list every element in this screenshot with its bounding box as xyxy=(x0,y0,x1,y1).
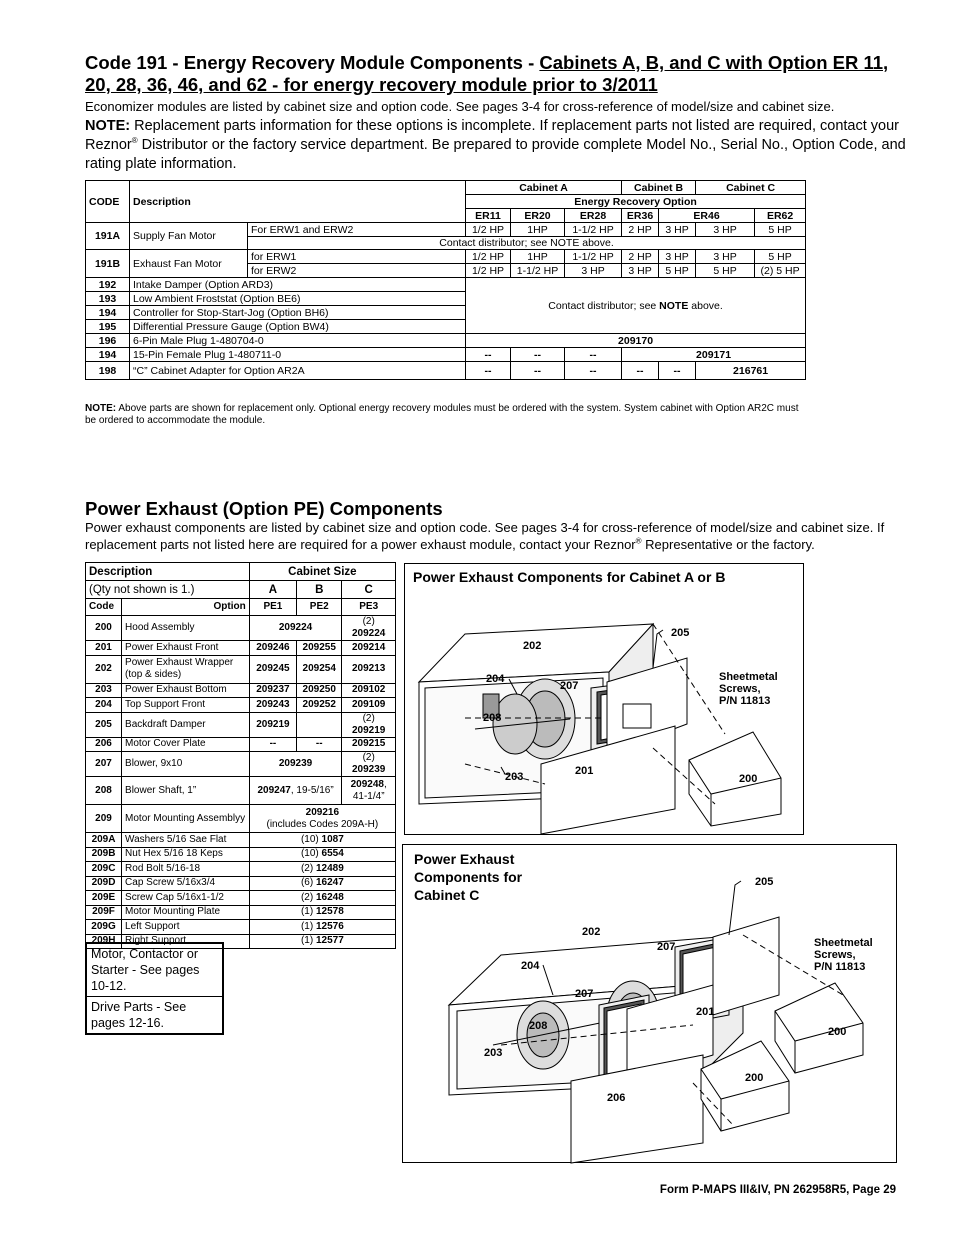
header-qty-note: (Qty not shown is 1.) xyxy=(86,581,250,599)
desc-cell: Differential Pressure Gauge (Option BW4) xyxy=(130,320,466,334)
label-208: 208 xyxy=(483,712,502,724)
value-cell: -- xyxy=(659,362,696,380)
table-row xyxy=(86,862,396,877)
header-option: ER36 xyxy=(622,209,659,223)
desc-cell: Cap Screw 5/16x3/4 xyxy=(122,876,250,891)
header-option: ER20 xyxy=(511,209,565,223)
header-description: Description xyxy=(86,563,250,581)
part-number xyxy=(249,905,395,920)
desc-cell: Top Support Front xyxy=(122,698,250,713)
part-number-value: 12578 xyxy=(315,906,344,918)
part-number: 209109 xyxy=(342,698,396,713)
part-number: 209254 xyxy=(297,655,342,683)
part-number: 209239 xyxy=(249,752,342,777)
desc-cell: Hood Assembly xyxy=(122,616,250,641)
table-row xyxy=(86,334,806,348)
part-number xyxy=(249,934,395,949)
qty: (1) xyxy=(300,906,316,918)
desc-cell: Motor Mounting Assemblyy xyxy=(122,805,250,833)
part-number-value: 16248 xyxy=(315,891,344,903)
table-header-row xyxy=(86,581,396,599)
part-number: 209245 xyxy=(249,655,296,683)
desc-cell: Low Ambient Froststat (Option BE6) xyxy=(130,292,466,306)
part-number: 209250 xyxy=(297,683,342,698)
table-row xyxy=(86,833,396,848)
value-cell: 5 HP xyxy=(755,223,806,237)
label-screws: Sheetmetal xyxy=(719,671,778,683)
value-cell: 1-1/2 HP xyxy=(511,264,565,278)
value-cell: -- xyxy=(565,348,622,362)
header-cabinet-b: Cabinet B xyxy=(622,181,696,195)
shaft-length: , 41-1/4” xyxy=(352,778,387,802)
part-number-value: 209224 xyxy=(352,628,386,639)
desc-cell: Rod Bolt 5/16-18 xyxy=(122,862,250,877)
desc-cell: “C” Cabinet Adapter for Option AR2A xyxy=(130,362,466,380)
qty: (10) xyxy=(300,833,322,845)
code-cell: 191A xyxy=(86,223,130,250)
qty: (2) xyxy=(362,712,375,724)
value-cell: 209171 xyxy=(622,348,806,362)
contact-note-bold: NOTE xyxy=(659,299,689,312)
label-screws: Screws, xyxy=(814,949,856,961)
header-cabinet-b: B xyxy=(297,581,342,599)
value-cell: 216761 xyxy=(696,362,806,380)
part-number-value: 209248 xyxy=(350,778,384,790)
table-row xyxy=(86,847,396,862)
code-cell: 209B xyxy=(86,847,122,862)
table-row xyxy=(86,805,396,833)
contact-cell xyxy=(466,278,806,334)
value-cell: -- xyxy=(466,348,511,362)
registered-mark: ® xyxy=(131,136,138,146)
qty: (2) xyxy=(300,891,316,903)
value-cell: -- xyxy=(511,348,565,362)
figure-cabinet-a-b xyxy=(404,563,804,835)
code-cell: 204 xyxy=(86,698,122,713)
part-number-value: 12577 xyxy=(315,935,344,947)
part-number: 209255 xyxy=(297,641,342,656)
part-number: 209214 xyxy=(342,641,396,656)
label-204: 204 xyxy=(521,960,540,972)
value-cell: 3 HP xyxy=(696,223,755,237)
table-row xyxy=(86,655,396,683)
hood-drawing xyxy=(689,732,781,826)
footnote-text: Above parts are shown for replacement only. Optional energy recovery modules must be ordered with the system. System cabinet with Option AR2C must be ordered to accommodate the module. xyxy=(85,403,799,426)
part-number-value: 1087 xyxy=(321,833,344,845)
table-header-row xyxy=(86,181,806,195)
value-cell: 1/2 HP xyxy=(466,223,511,237)
includes-note: (includes Codes 209A-H) xyxy=(266,818,379,830)
part-number xyxy=(249,847,395,862)
header-description: Description xyxy=(130,181,466,223)
label-200: 200 xyxy=(739,773,758,785)
exploded-view-drawing xyxy=(405,564,805,836)
header-pe1: PE1 xyxy=(249,599,296,616)
part-number xyxy=(249,920,395,935)
part-number: -- xyxy=(249,737,296,752)
page-footer: Form P-MAPS III&IV, PN 262958R5, Page 29 xyxy=(659,1184,896,1196)
value-cell: 1-1/2 HP xyxy=(565,223,622,237)
desc-cell: Screw Cap 5/16x1-1/2 xyxy=(122,891,250,906)
part-number: 209219 xyxy=(249,712,296,737)
qty: (6) xyxy=(300,877,316,889)
part-number xyxy=(249,876,395,891)
section1-title-plain: Code 191 - Energy Recovery Module Components - xyxy=(85,52,540,73)
part-number-value: 6554 xyxy=(321,848,344,860)
part-number: 209237 xyxy=(249,683,296,698)
header-energy-recovery-option: Energy Recovery Option xyxy=(466,195,806,209)
reference-box xyxy=(85,942,224,1035)
code-cell: 193 xyxy=(86,292,130,306)
contact-text: Contact distributor; see xyxy=(548,299,660,312)
label-200: 200 xyxy=(828,1026,847,1038)
section2-intro xyxy=(85,519,915,553)
header-pe2: PE2 xyxy=(297,599,342,616)
label-202: 202 xyxy=(523,640,542,652)
label-screws: Sheetmetal xyxy=(814,937,873,949)
desc-cell: Left Support xyxy=(122,920,250,935)
part-number xyxy=(342,616,396,641)
desc-cell: Supply Fan Motor xyxy=(130,223,248,250)
value-cell: 1HP xyxy=(511,250,565,264)
table-row xyxy=(86,752,396,777)
desc-cell: Backdraft Damper xyxy=(122,712,250,737)
table-row xyxy=(86,905,396,920)
label-201: 201 xyxy=(696,1006,715,1018)
section1-intro: Economizer modules are listed by cabinet size and option code. See pages 3-4 for cross-reference of model/size and cabinet size. xyxy=(85,99,835,114)
header-option: ER11 xyxy=(466,209,511,223)
code-cell: 194 xyxy=(86,348,130,362)
label-205: 205 xyxy=(755,876,774,888)
table-row xyxy=(86,616,396,641)
table-row xyxy=(86,876,396,891)
part-number xyxy=(297,712,342,737)
table-row xyxy=(86,920,396,935)
code-cell: 202 xyxy=(86,655,122,683)
label-203: 203 xyxy=(484,1047,503,1059)
note-text-1: Replacement parts information for these options is incomplete. If replacement parts not listed are required, contact your Reznor xyxy=(85,118,899,153)
label-screws-pn: P/N 11813 xyxy=(719,695,771,707)
footnote-label: NOTE: xyxy=(85,403,117,414)
value-cell: -- xyxy=(466,362,511,380)
header-code: Code xyxy=(86,599,122,616)
header-option: ER28 xyxy=(565,209,622,223)
code-cell: 198 xyxy=(86,362,130,380)
table-row xyxy=(86,223,806,237)
part-number: 209252 xyxy=(297,698,342,713)
part-number: 209246 xyxy=(249,641,296,656)
part-number xyxy=(342,752,396,777)
motor-reference: Motor, Contactor or Starter - See pages 10-12. xyxy=(91,947,200,993)
part-number: 209215 xyxy=(342,737,396,752)
qty: (1) xyxy=(300,935,316,947)
desc-cell: Blower, 9x10 xyxy=(122,752,250,777)
desc-cell: Intake Damper (Option ARD3) xyxy=(130,278,466,292)
desc-cell: Power Exhaust Front xyxy=(122,641,250,656)
table-row xyxy=(86,891,396,906)
value-cell: 5 HP xyxy=(755,250,806,264)
note-text-2: Distributor or the factory service department. Be prepared to provide complete Model No., Serial No., Option Code, and rating plate information. xyxy=(85,137,906,172)
header-option: ER62 xyxy=(755,209,806,223)
value-cell: 2 HP xyxy=(622,223,659,237)
value-cell: 3 HP xyxy=(696,250,755,264)
table-row xyxy=(86,362,806,380)
section2-title: Power Exhaust (Option PE) Components xyxy=(85,498,443,519)
part-number-value: 12576 xyxy=(315,920,344,932)
value-cell: 209170 xyxy=(466,334,806,348)
table-row xyxy=(86,348,806,362)
value-cell: 1/2 HP xyxy=(466,264,511,278)
part-number xyxy=(342,712,396,737)
value-cell: 3 HP xyxy=(622,264,659,278)
value-cell: 3 HP xyxy=(659,250,696,264)
part-number xyxy=(249,891,395,906)
qty: (10) xyxy=(300,848,322,860)
part-number: -- xyxy=(297,737,342,752)
header-option: ER46 xyxy=(659,209,755,223)
header-cabinet-size: Cabinet Size xyxy=(249,563,395,581)
exploded-view-drawing xyxy=(403,845,898,1164)
part-number-value: 16247 xyxy=(315,877,344,889)
desc-cell: Exhaust Fan Motor xyxy=(130,250,248,278)
value-cell: 3 HP xyxy=(565,264,622,278)
value-cell: 5 HP xyxy=(659,264,696,278)
part-number: 209243 xyxy=(249,698,296,713)
figure-title: Power Exhaust Components for Cabinet C xyxy=(414,851,523,903)
value-cell: (2) 5 HP xyxy=(755,264,806,278)
desc-cell: 6-Pin Male Plug 1-480704-0 xyxy=(130,334,466,348)
header-cabinet-a: A xyxy=(249,581,296,599)
code-cell: 205 xyxy=(86,712,122,737)
label-207: 207 xyxy=(575,988,594,1000)
code-cell: 209 xyxy=(86,805,122,833)
label-207: 207 xyxy=(560,680,579,692)
desc-cell: Motor Mounting Plate xyxy=(122,905,250,920)
part-number xyxy=(249,862,395,877)
part-number xyxy=(249,833,395,848)
contact-cell: Contact distributor; see NOTE above. xyxy=(248,237,806,250)
value-cell: 2 HP xyxy=(622,250,659,264)
code-cell: 203 xyxy=(86,683,122,698)
code-cell: 209F xyxy=(86,905,122,920)
qty: (1) xyxy=(300,920,316,932)
power-exhaust-table xyxy=(85,562,396,949)
code-cell: 206 xyxy=(86,737,122,752)
code-cell: 196 xyxy=(86,334,130,348)
code-cell: 209D xyxy=(86,876,122,891)
qty: (2) xyxy=(300,862,316,874)
figure-cabinet-c xyxy=(402,844,897,1163)
label-206: 206 xyxy=(607,1092,626,1104)
part-number xyxy=(249,777,342,805)
header-pe3: PE3 xyxy=(342,599,396,616)
code-cell: 200 xyxy=(86,616,122,641)
value-cell: 3 HP xyxy=(659,223,696,237)
sub-desc-cell: for ERW2 xyxy=(248,264,466,278)
desc-cell: Right Support xyxy=(122,934,250,949)
code-cell: 209E xyxy=(86,891,122,906)
part-number xyxy=(342,777,396,805)
part-number-value: 209239 xyxy=(352,764,386,775)
drive-reference: Drive Parts - See pages 12-16. xyxy=(87,996,222,1033)
table-row xyxy=(86,250,806,264)
label-203: 203 xyxy=(505,771,524,783)
table-header-row xyxy=(86,563,396,581)
table-header-row xyxy=(86,599,396,616)
header-cabinet-a: Cabinet A xyxy=(466,181,622,195)
label-204: 204 xyxy=(486,673,505,685)
desc-cell: Controller for Stop-Start-Jog (Option BH6) xyxy=(130,306,466,320)
label-207: 207 xyxy=(657,941,676,953)
section1-note xyxy=(85,117,915,174)
part-number: 209224 xyxy=(249,616,342,641)
label-202: 202 xyxy=(582,926,601,938)
code-cell: 209A xyxy=(86,833,122,848)
intro-text-1: Power exhaust components are listed by cabinet size and option code. See pages 3-4 for cross-reference of model/size and cabinet size. If replacement parts not listed here are required for a power exhaust module, contact your Reznor xyxy=(85,520,885,552)
code-cell: 207 xyxy=(86,752,122,777)
label-screws-pn: P/N 11813 xyxy=(814,961,866,973)
desc-cell: Nut Hex 5/16 18 Keps xyxy=(122,847,250,862)
part-number-value: 209247 xyxy=(257,784,291,796)
code-cell: 191B xyxy=(86,250,130,278)
figure-title: Power Exhaust Components for Cabinet A or B xyxy=(413,569,726,585)
value-cell: -- xyxy=(511,362,565,380)
section1-title xyxy=(85,52,915,96)
table-row xyxy=(86,777,396,805)
table-row xyxy=(86,737,396,752)
sub-desc-cell: for ERW1 xyxy=(248,250,466,264)
shaft-length: , 19-5/16” xyxy=(290,784,334,796)
desc-cell: Power Exhaust Bottom xyxy=(122,683,250,698)
value-cell: 1/2 HP xyxy=(466,250,511,264)
label-201: 201 xyxy=(575,765,594,777)
note-label: NOTE: xyxy=(85,118,131,134)
desc-cell: Blower Shaft, 1” xyxy=(122,777,250,805)
qty: (2) xyxy=(362,752,375,763)
value-cell: -- xyxy=(622,362,659,380)
label-200: 200 xyxy=(745,1072,764,1084)
header-cabinet-c: C xyxy=(342,581,396,599)
header-option: Option xyxy=(122,599,250,616)
part-number-value: 209219 xyxy=(352,724,386,736)
intro-text-2: Representative or the factory. xyxy=(641,537,815,552)
table-row xyxy=(86,641,396,656)
label-205: 205 xyxy=(671,627,690,639)
code-cell: 195 xyxy=(86,320,130,334)
part-number-value: 12489 xyxy=(315,862,344,874)
code-cell: 201 xyxy=(86,641,122,656)
code-cell: 209H xyxy=(86,934,122,949)
part-number xyxy=(249,805,395,833)
desc-cell: Washers 5/16 Sae Flat xyxy=(122,833,250,848)
label-screws: Screws, xyxy=(719,683,761,695)
desc-cell: Motor Cover Plate xyxy=(122,737,250,752)
header-cabinet-c: Cabinet C xyxy=(696,181,806,195)
part-number: 209213 xyxy=(342,655,396,683)
desc-cell: Power Exhaust Wrapper (top & sides) xyxy=(122,655,250,683)
table-row xyxy=(86,712,396,737)
value-cell: -- xyxy=(565,362,622,380)
code-cell: 209G xyxy=(86,920,122,935)
table-row xyxy=(86,683,396,698)
value-cell: 5 HP xyxy=(696,264,755,278)
contact-text: above. xyxy=(688,299,723,312)
code-cell: 208 xyxy=(86,777,122,805)
section1-title-underlined: Cabinets A, B, and C with Option ER 11, 20, 28, 36, 46, and 62 - for energy recovery module prior to 3/2011 xyxy=(85,52,889,95)
table-footnote xyxy=(85,403,806,427)
header-code: CODE xyxy=(86,181,130,223)
part-number: 209102 xyxy=(342,683,396,698)
code-cell: 192 xyxy=(86,278,130,292)
value-cell: 1HP xyxy=(511,223,565,237)
part-number-value: 209216 xyxy=(305,806,340,818)
table-row xyxy=(86,698,396,713)
qty: (2) xyxy=(362,616,375,627)
value-cell: 1-1/2 HP xyxy=(565,250,622,264)
registered-mark: ® xyxy=(635,536,642,546)
code-cell: 209C xyxy=(86,862,122,877)
energy-recovery-table xyxy=(85,180,806,380)
sub-desc-cell: For ERW1 and ERW2 xyxy=(248,223,466,237)
desc-cell: 15-Pin Female Plug 1-480711-0 xyxy=(130,348,466,362)
label-208: 208 xyxy=(529,1020,548,1032)
code-cell: 194 xyxy=(86,306,130,320)
table-row xyxy=(86,278,806,292)
